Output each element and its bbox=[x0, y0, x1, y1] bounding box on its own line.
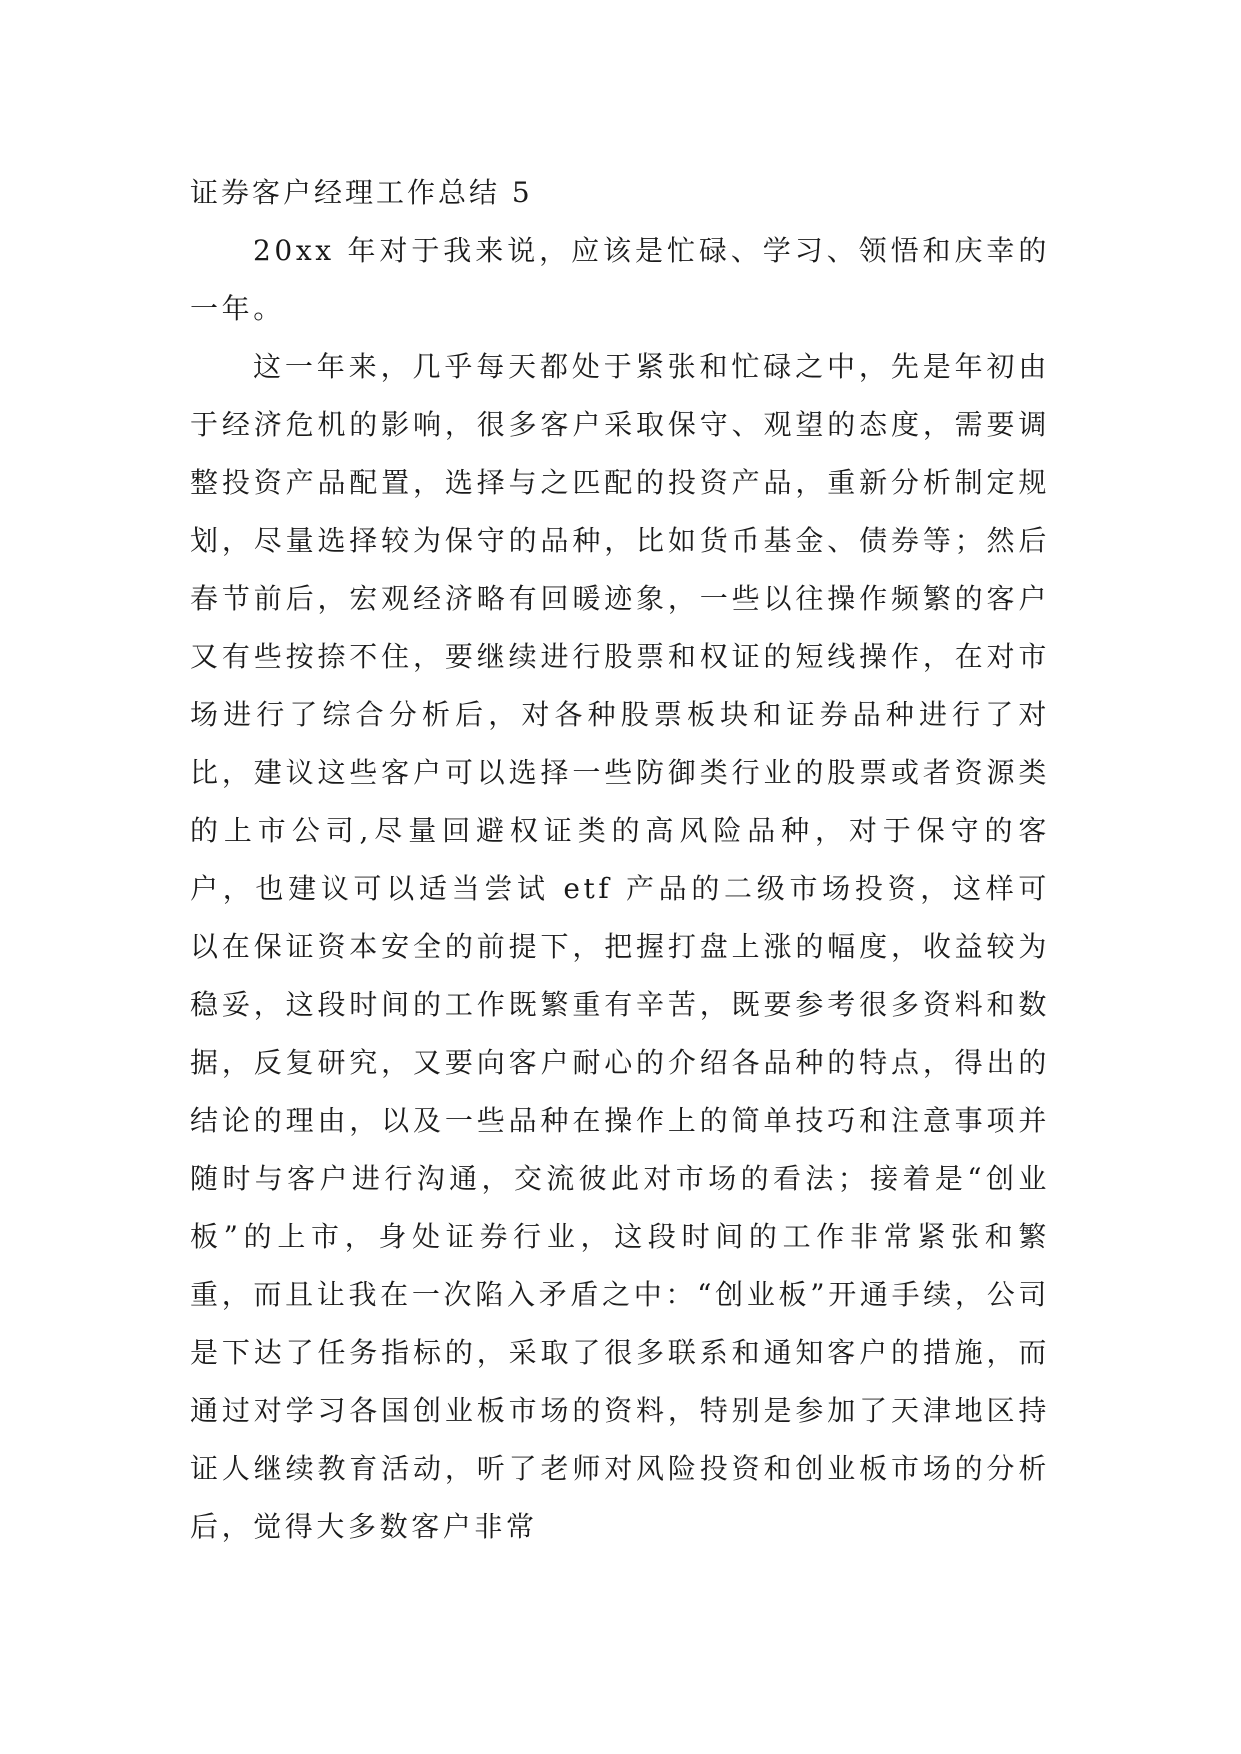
paragraph-intro: 20xx 年对于我来说，应该是忙碌、学习、领悟和庆幸的一年。 bbox=[190, 234, 1050, 325]
document-title: 证券客户经理工作总结 5 bbox=[190, 176, 533, 209]
document-body bbox=[190, 164, 1050, 1556]
paragraph-main: 这一年来，几乎每天都处于紧张和忙碌之中，先是年初由于经济危机的影响，很多客户采取保守、观望的态度，需要调整投资产品配置，选择与之匹配的投资产品，重新分析制定规划，尽量选择较为保守的品种，比如货币基金、债券等；然后春节前后，宏观经济略有回暖迹象，一些以往操作频繁的客户又有些按捺不住，要继续进行股票和权证的短线操作，在对市场进行了综合分析后，对各种股票板块和证券品种进行了对比，建议这些客户可以选择一些防御类行业的股票或者资源类的上市公司,尽量回避权证类的高风险品种，对于保守的客户，也建议可以适当尝试 etf 产品的二级市场投资，这样可以在保证资本安全的前提下，把握打盘上涨的幅度，收益较为稳妥，这段时间的工作既繁重有辛苦，既要参考很多资料和数据，反复研究，又要向客户耐心的介绍各品种的特点，得出的结论的理由，以及一些品种在操作上的简单技巧和注意事项并随时与客户进行沟通，交流彼此对市场的看法；接着是“创业板”的上市，身处证券行业，这段时间的工作非常紧张和繁重，而且让我在一次陷入矛盾之中：“创业板”开通手续，公司是下达了任务指标的，采取了很多联系和通知客户的措施，而通过对学习各国创业板市场的资料，特别是参加了天津地区持证人继续教育活动，听了老师对风险投资和创业板市场的分析后，觉得大多数客户非常 bbox=[190, 350, 1050, 1543]
